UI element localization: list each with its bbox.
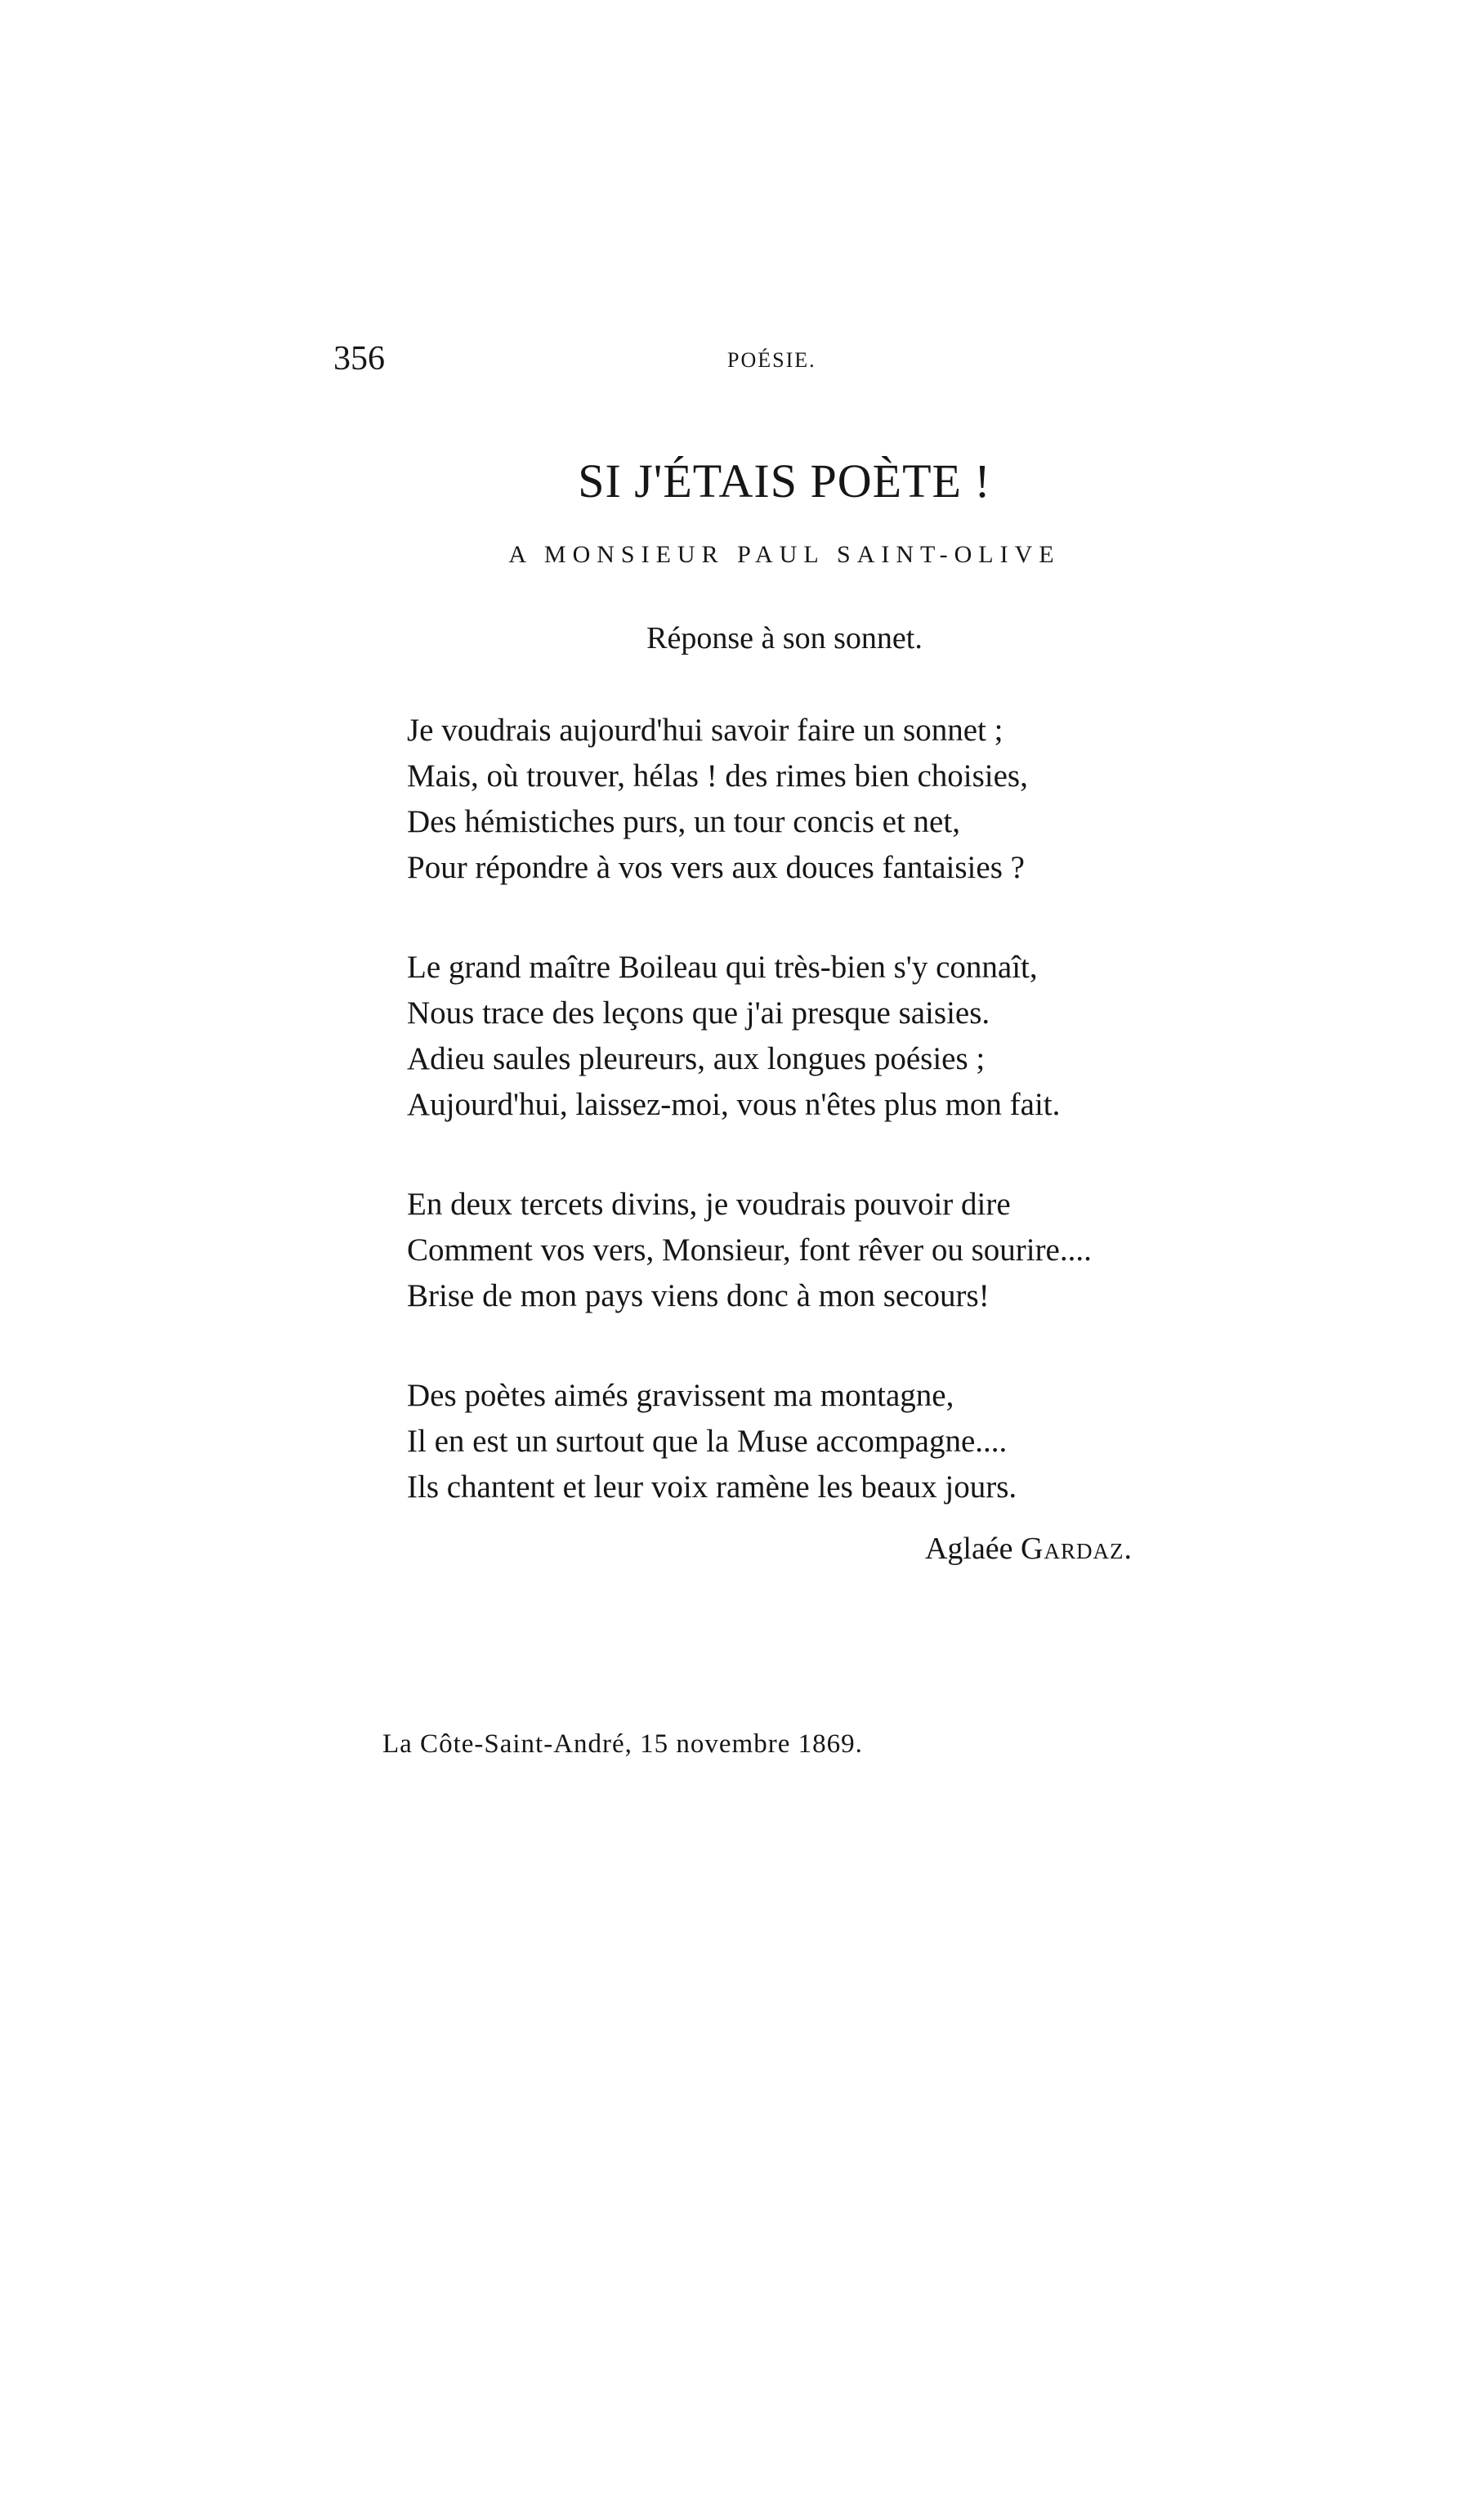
poem-body bbox=[407, 708, 1183, 1564]
poem-line: Ils chantent et leur voix ramène les beaux jours. bbox=[407, 1469, 1017, 1505]
running-head: POÉSIE. bbox=[727, 348, 816, 372]
poem-line: En deux tercets divins, je voudrais pouvoir dire bbox=[407, 1187, 1011, 1222]
stanza-1 bbox=[407, 708, 1183, 891]
author-signature bbox=[866, 1533, 1133, 1564]
page-number: 356 bbox=[333, 340, 385, 378]
author-first-name: Aglaée bbox=[924, 1532, 1013, 1566]
poem-line: Mais, où trouver, hélas ! des rimes bien choisies, bbox=[407, 758, 1028, 794]
poem-line: Il en est un surtout que la Muse accompagne.... bbox=[407, 1424, 1008, 1459]
stanza-3 bbox=[407, 1182, 1183, 1319]
author-last-name: Gardaz. bbox=[1021, 1532, 1133, 1566]
poem-line: Le grand maître Boileau qui très-bien s'y connaît, bbox=[407, 950, 1038, 985]
poem-line: Aujourd'hui, laissez-moi, vous n'êtes plus mon fait. bbox=[407, 1087, 1061, 1122]
poem-subtitle: Réponse à son sonnet. bbox=[646, 621, 923, 655]
dateline: La Côte-Saint-André, 15 novembre 1869. bbox=[382, 1729, 863, 1759]
poem-line: Pour répondre à vos vers aux douces fantaisies ? bbox=[407, 850, 1025, 885]
poem-line: Je voudrais aujourd'hui savoir faire un sonnet ; bbox=[407, 713, 1003, 748]
poem-line: Adieu saules pleureurs, aux longues poésies ; bbox=[407, 1041, 986, 1076]
poem-line: Brise de mon pays viens donc à mon secours! bbox=[407, 1278, 990, 1313]
poem-line: Des hémistiches purs, un tour concis et net, bbox=[407, 804, 960, 839]
poem-line: Nous trace des leçons que j'ai presque saisies. bbox=[407, 995, 990, 1031]
poem-line: Comment vos vers, Monsieur, font rêver ou sourire.... bbox=[407, 1232, 1092, 1268]
stanza-4 bbox=[407, 1373, 1183, 1510]
poem-line: Des poètes aimés gravissent ma montagne, bbox=[407, 1378, 954, 1413]
poem-title: SI J'ÉTAIS POÈTE ! bbox=[578, 454, 991, 508]
stanza-2 bbox=[407, 945, 1183, 1128]
poem-dedication: A MONSIEUR PAUL SAINT-OLIVE bbox=[508, 541, 1061, 568]
